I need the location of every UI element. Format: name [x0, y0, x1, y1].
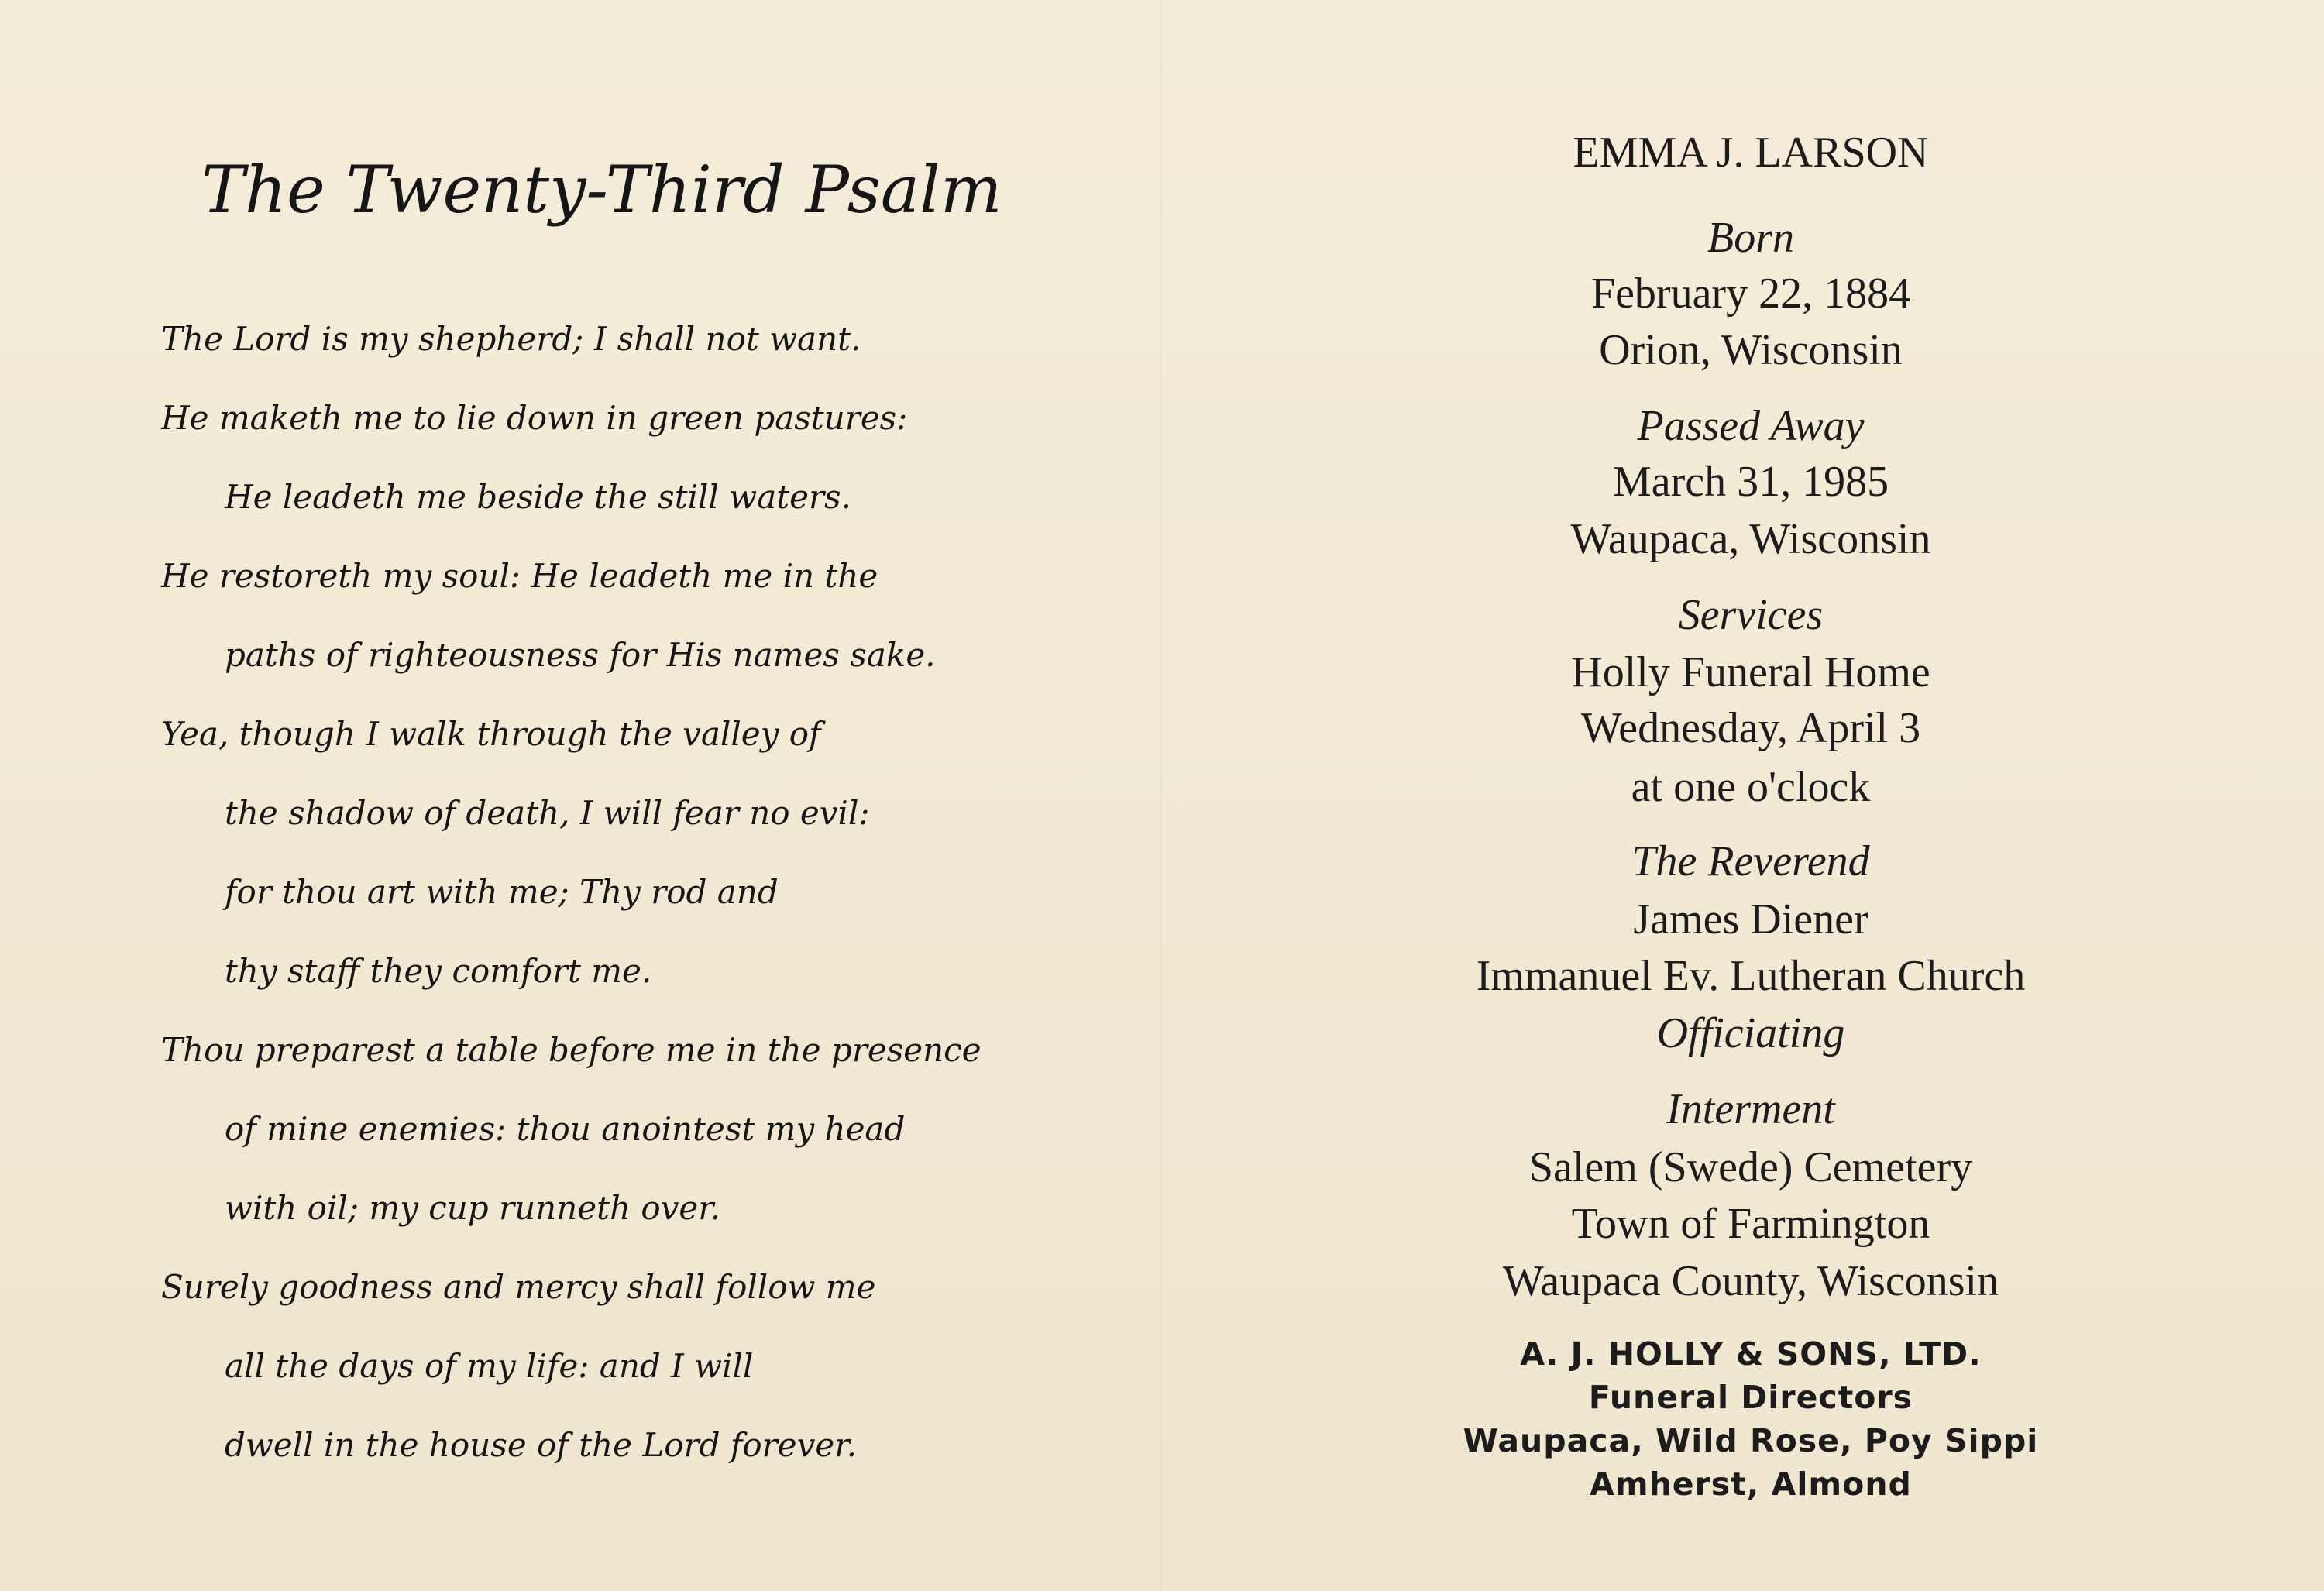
deceased-name: EMMA J. LARSON	[1573, 129, 1929, 177]
funeral-director-title: Funeral Directors	[1588, 1379, 1913, 1416]
officiant-label: The Reverend	[1631, 837, 1870, 885]
funeral-director-locations-1: Waupaca, Wild Rose, Poy Sippi	[1463, 1422, 2039, 1459]
death-place: Waupaca, Wisconsin	[1570, 515, 1931, 563]
passed-away-label: Passed Away	[1637, 402, 1865, 450]
psalm-line: He maketh me to lie down in green pastures:	[161, 399, 908, 437]
officiant-church: Immanuel Ev. Lutheran Church	[1476, 952, 2026, 1000]
services-label: Services	[1678, 591, 1824, 639]
services-date: Wednesday, April 3	[1580, 704, 1921, 752]
born-label: Born	[1707, 214, 1794, 262]
psalm-line: of mine enemies: thou anointest my head	[225, 1110, 906, 1148]
funeral-director-name: A. J. HOLLY & SONS, LTD.	[1520, 1335, 1982, 1373]
birth-place: Orion, Wisconsin	[1599, 326, 1903, 374]
interment-cemetery: Salem (Swede) Cemetery	[1528, 1143, 1973, 1191]
psalm-title: The Twenty-Third Psalm	[201, 152, 1002, 228]
psalm-line: with oil; my cup runneth over.	[225, 1189, 721, 1227]
psalm-line: Surely goodness and mercy shall follow me	[161, 1268, 876, 1306]
services-location: Holly Funeral Home	[1571, 648, 1930, 696]
officiant-role: Officiating	[1656, 1009, 1845, 1057]
psalm-line: paths of righteousness for His names sake.	[225, 636, 936, 674]
psalm-line: for thou art with me; Thy rod and	[225, 873, 779, 911]
interment-label: Interment	[1666, 1085, 1835, 1133]
psalm-line: the shadow of death, I will fear no evil:	[225, 794, 870, 832]
psalm-line: He restoreth my soul: He leadeth me in the	[161, 557, 878, 595]
psalm-line: all the days of my life: and I will	[225, 1347, 754, 1385]
psalm-line: thy staff they comfort me.	[225, 952, 652, 990]
death-date: March 31, 1985	[1612, 458, 1889, 506]
interment-town: Town of Farmington	[1571, 1200, 1930, 1248]
funeral-director-locations-2: Amherst, Almond	[1590, 1466, 1912, 1503]
birth-date: February 22, 1884	[1590, 270, 1911, 318]
obituary-panel	[1162, 0, 2324, 1591]
psalm-line: He leadeth me beside the still waters.	[225, 478, 851, 516]
interment-county: Waupaca County, Wisconsin	[1502, 1257, 1999, 1305]
psalm-line: dwell in the house of the Lord forever.	[225, 1426, 857, 1464]
officiant-name: James Diener	[1633, 895, 1868, 943]
psalm-line: Thou preparest a table before me in the presence	[161, 1031, 982, 1069]
psalm-line: The Lord is my shepherd; I shall not want.	[161, 320, 861, 358]
services-time: at one o'clock	[1631, 763, 1871, 811]
psalm-line: Yea, though I walk through the valley of	[161, 715, 821, 753]
